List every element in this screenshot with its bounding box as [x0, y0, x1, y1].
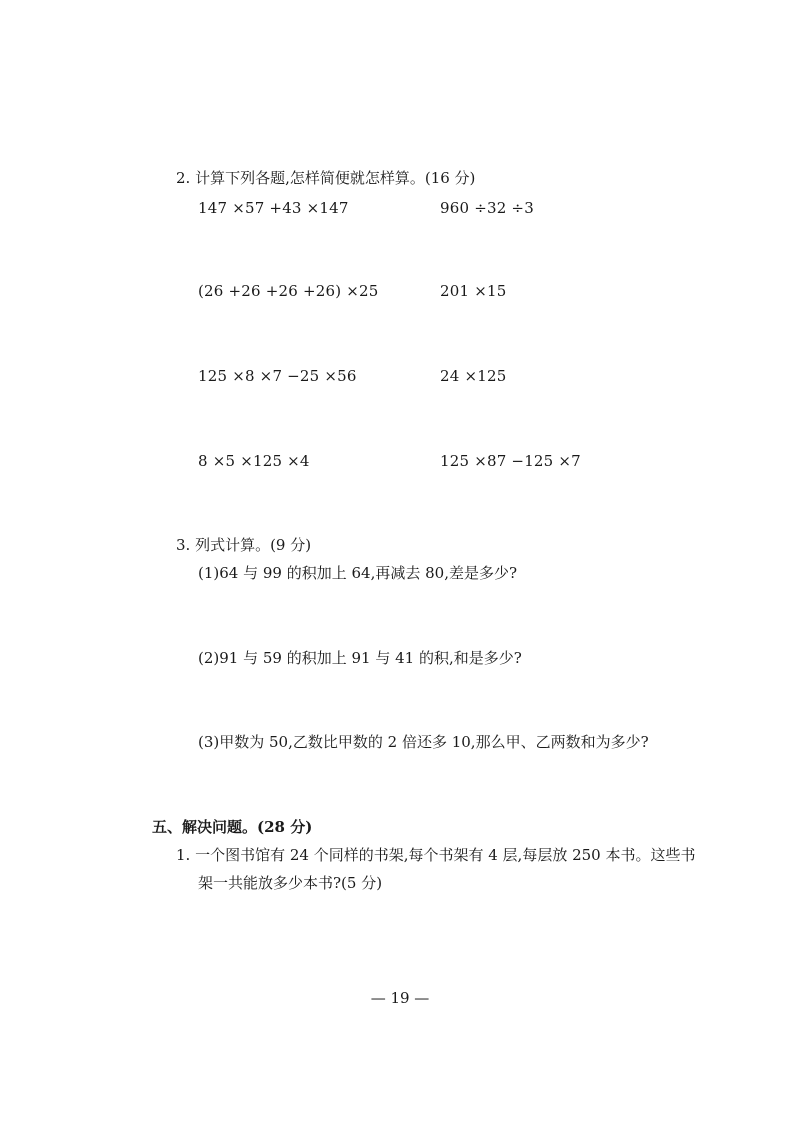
q2-expr-1: 147 ×57 +43 ×147 — [198, 199, 349, 217]
q2-expr-8: 125 ×87 −125 ×7 — [440, 452, 581, 470]
section5-q1-line1: 1. 一个图书馆有 24 个同样的书架,每个书架有 4 层,每层放 250 本书。这些书 — [176, 846, 696, 864]
section5-title: 五、解决问题。(28 分) — [152, 818, 313, 836]
q3-title: 3. 列式计算。(9 分) — [176, 536, 312, 554]
q2-expr-3: (26 +26 +26 +26) ×25 — [198, 282, 379, 300]
q2-title: 2. 计算下列各题,怎样简便就怎样算。(16 分) — [176, 169, 476, 187]
q3-item-3: (3)甲数为 50,乙数比甲数的 2 倍还多 10,那么甲、乙两数和为多少? — [198, 733, 649, 751]
page-number: — 19 — — [370, 989, 430, 1007]
section5-q1-line2: 架一共能放多少本书?(5 分) — [198, 874, 383, 892]
q2-expr-6: 24 ×125 — [440, 367, 507, 385]
q3-item-2: (2)91 与 59 的积加上 91 与 41 的积,和是多少? — [198, 649, 522, 667]
q3-item-1: (1)64 与 99 的积加上 64,再减去 80,差是多少? — [198, 564, 518, 582]
q2-expr-7: 8 ×5 ×125 ×4 — [198, 452, 310, 470]
q2-expr-5: 125 ×8 ×7 −25 ×56 — [198, 367, 357, 385]
q2-expr-2: 960 ÷32 ÷3 — [440, 199, 534, 217]
q2-expr-4: 201 ×15 — [440, 282, 507, 300]
